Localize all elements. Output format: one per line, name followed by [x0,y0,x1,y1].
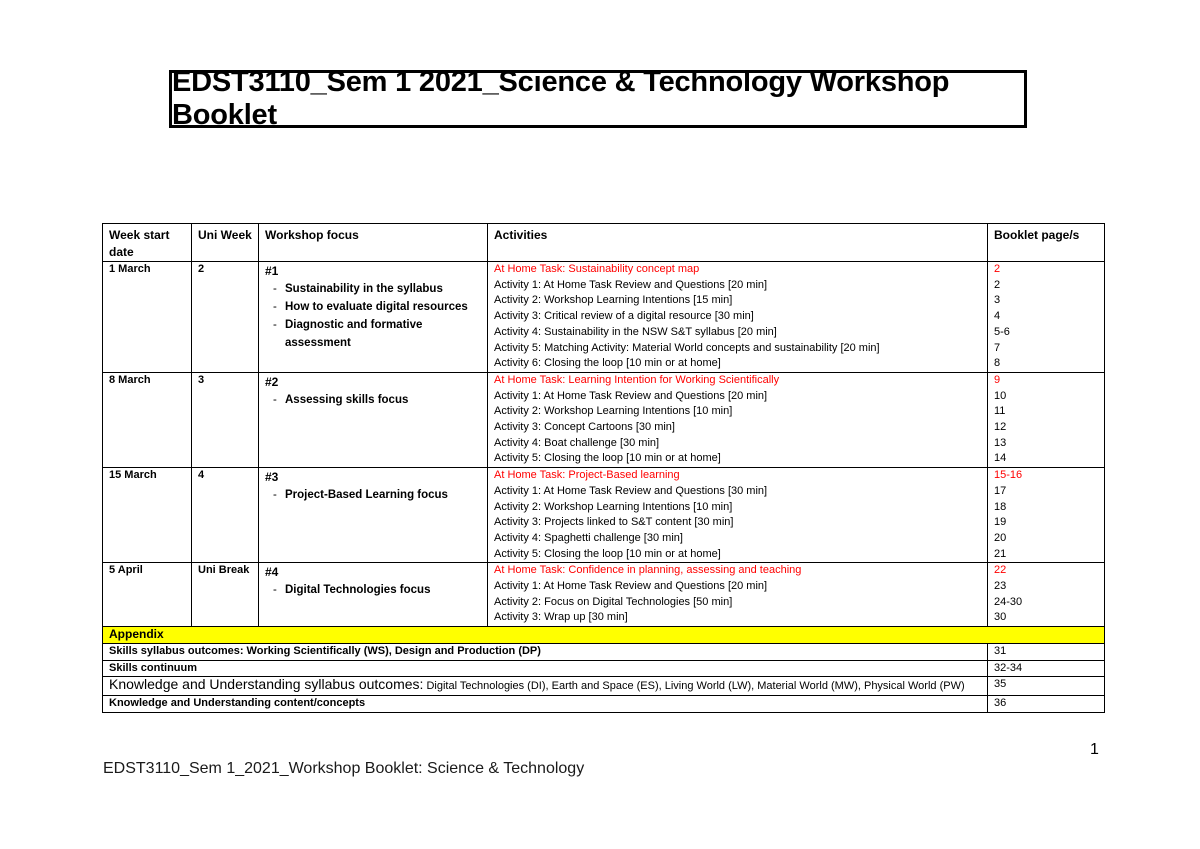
page-ref: 9 [994,373,1001,386]
page-number: 1 [1090,741,1099,758]
appendix-label: Appendix [103,627,1105,644]
focus-item: - Project-Based Learning focus [277,486,481,504]
activity-item: Activity 2: Workshop Learning Intentions [15 min] [494,294,733,307]
page-ref: 30 [994,611,1007,624]
focus-item: - Diagnostic and formative assessment [277,316,481,352]
focus-list [265,391,481,409]
appendix-row [103,695,1105,712]
page-ref: 8 [994,357,1001,370]
activity-item: Activity 4: Boat challenge [30 min] [494,436,660,449]
activity-item: Activity 5: Closing the loop [10 min or at home] [494,452,721,465]
home-task: At Home Task: Learning Intention for Working Scientifically [494,373,780,386]
page-ref: 11 [994,405,1006,418]
appendix-item: Skills continuum [103,660,988,677]
appendix-page: 35 [988,677,1105,696]
row-pages [988,262,1105,373]
row-activities [488,468,988,563]
activity-item: Activity 1: At Home Task Review and Questions [20 min] [494,278,768,291]
row-focus [259,563,488,627]
row-focus [259,262,488,373]
activity-item: Activity 6: Closing the loop [10 min or at home] [494,357,721,370]
home-task: At Home Task: Sustainability concept map [494,263,700,275]
activity-item: Activity 3: Projects linked to S&T content [30 min] [494,516,734,529]
activity-item: Activity 3: Wrap up [30 min] [494,611,628,624]
page-ref: 21 [994,547,1007,560]
activity-item: Activity 5: Closing the loop [10 min or at home] [494,547,721,560]
title-box [169,66,1027,131]
activity-item: Activity 1: At Home Task Review and Questions [30 min] [494,484,768,497]
row-pages [988,563,1105,627]
header-booklet-pages: Booklet page/s [988,224,1105,262]
page-footer: EDST3110_Sem 1_2021_Workshop Booklet: Science & Technology [103,760,585,777]
row-pages [988,372,1105,467]
activity-item: Activity 3: Concept Cartoons [30 min] [494,421,675,434]
header-uni-week: Uni Week [192,224,259,262]
page-ref: 22 [994,564,1007,577]
row-date: 5 April [103,563,192,627]
appendix-page: 31 [988,643,1105,660]
table-row [103,262,1105,373]
home-task: At Home Task: Confidence in planning, assessing and teaching [494,564,802,577]
page-ref: 2 [994,263,1001,275]
page-ref: 12 [994,421,1007,434]
appendix-item-detail: Digital Technologies (DI), Earth and Space (ES), Living World (LW), Material World (MW), Physical World (PW) [426,680,965,693]
focus-item: - Assessing skills focus [277,391,481,409]
header-activities: Activities [488,224,988,262]
appendix-item [103,677,988,696]
appendix-row [103,660,1105,677]
focus-number: #4 [265,565,279,580]
activity-item: Activity 5: Matching Activity: Material World concepts and sustainability [20 min] [494,341,880,354]
appendix-page: 36 [988,695,1105,712]
header-week-start: Week start date [103,224,192,262]
page-ref: 10 [994,389,1007,402]
appendix-row [103,643,1105,660]
document-title: EDST3110_Sem 1 2021_Science & Technology Workshop Booklet [172,66,950,131]
row-date: 15 March [103,468,192,563]
page-ref: 3 [994,294,1001,307]
page-ref: 15-16 [994,469,1023,482]
row-date: 8 March [103,372,192,467]
focus-number: #2 [265,374,279,389]
page-ref: 4 [994,310,1001,323]
row-uni-week: Uni Break [192,563,259,627]
table-row [103,563,1105,627]
activity-item: Activity 1: At Home Task Review and Questions [20 min] [494,389,768,402]
activity-item: Activity 2: Focus on Digital Technologies [50 min] [494,595,733,608]
row-activities [488,563,988,627]
activity-item: Activity 4: Spaghetti challenge [30 min] [494,531,683,544]
appendix-item-heading: Knowledge and Understanding syllabus outcomes: [109,676,424,693]
page-ref: 19 [994,516,1007,529]
row-uni-week: 3 [192,372,259,467]
page-ref: 5-6 [994,325,1010,338]
page-ref: 7 [994,341,1001,354]
focus-list [265,581,481,599]
page-ref: 18 [994,500,1007,513]
row-focus [259,372,488,467]
activity-item: Activity 4: Sustainability in the NSW S&T syllabus [20 min] [494,325,777,338]
activity-item: Activity 3: Critical review of a digital resource [30 min] [494,310,754,323]
row-uni-week: 4 [192,468,259,563]
page-ref: 13 [994,436,1007,449]
table-row [103,468,1105,563]
focus-item: - Digital Technologies focus [277,581,481,599]
page-ref: 24-30 [994,595,1023,608]
focus-number: #3 [265,470,279,485]
appendix-page: 32-34 [988,660,1105,677]
page-ref: 20 [994,531,1007,544]
page-ref: 23 [994,580,1007,593]
row-activities [488,262,988,373]
home-task: At Home Task: Project-Based learning [494,469,680,482]
focus-number: #1 [265,264,279,278]
focus-item: - Sustainability in the syllabus [277,280,481,298]
table-row [103,372,1105,467]
focus-list [265,486,481,504]
appendix-item: Skills syllabus outcomes: Working Scientifically (WS), Design and Production (DP) [103,643,988,660]
activity-item: Activity 2: Workshop Learning Intentions [10 min] [494,500,733,513]
appendix-header-row [103,627,1105,644]
page-ref: 2 [994,278,1001,291]
row-activities [488,372,988,467]
appendix-item: Knowledge and Understanding content/concepts [103,695,988,712]
header-row [103,224,1105,262]
row-date: 1 March [103,262,192,373]
focus-item: - How to evaluate digital resources [277,298,481,316]
appendix-row [103,677,1105,696]
row-pages [988,468,1105,563]
page-ref: 14 [994,452,1007,465]
header-workshop-focus: Workshop focus [259,224,488,262]
schedule-table [102,223,1105,713]
activity-item: Activity 2: Workshop Learning Intentions [10 min] [494,405,733,418]
page-ref: 17 [994,484,1007,497]
row-uni-week: 2 [192,262,259,373]
row-focus [259,468,488,563]
activity-item: Activity 1: At Home Task Review and Questions [20 min] [494,580,768,593]
focus-list [265,280,481,352]
